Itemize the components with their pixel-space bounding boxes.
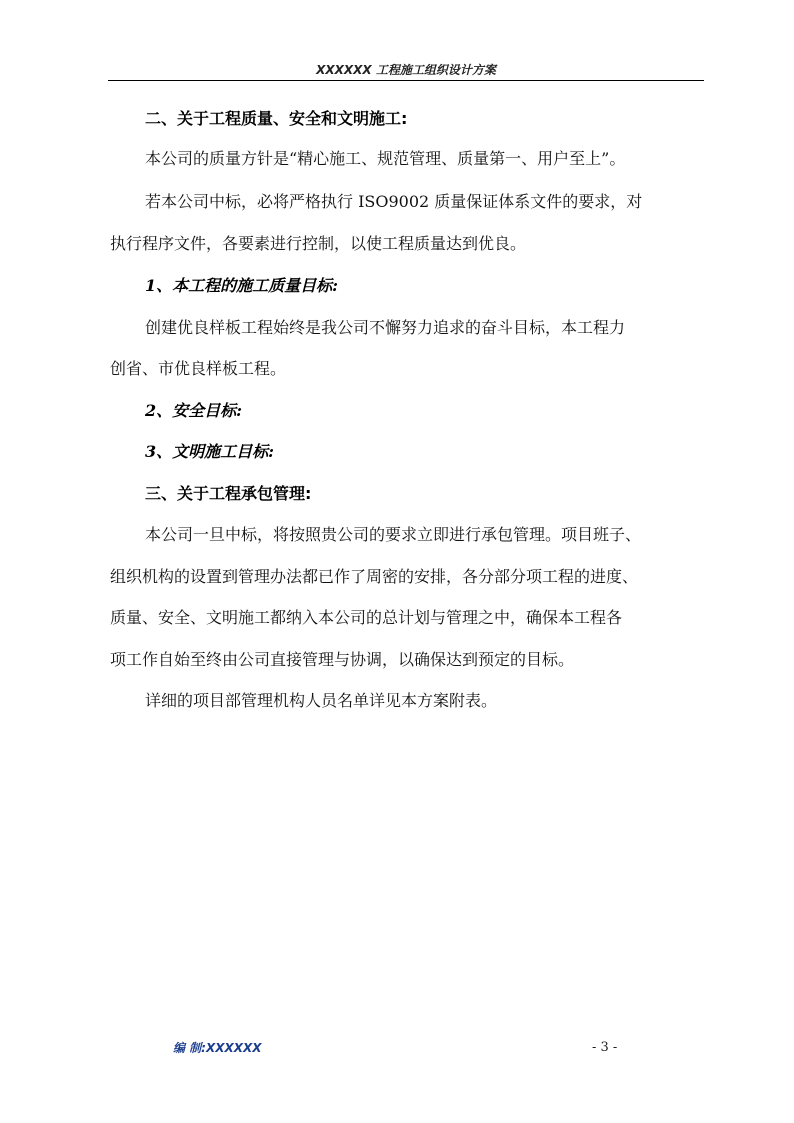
iso-paragraph-line-2: 执行程序文件，各要素进行控制，以使工程质量达到优良。 xyxy=(110,234,527,253)
section-3-heading: 三、关于工程承包管理: xyxy=(145,484,312,503)
document-header-title: XXXXXX 工程施工组织设计方案 xyxy=(316,63,496,77)
page-number: - 3 - xyxy=(592,1040,618,1055)
quality-target-heading: 1、本工程的施工质量目标: xyxy=(145,276,339,295)
section-2-heading: 二、关于工程质量、安全和文明施工: xyxy=(145,109,408,128)
quality-policy-paragraph: 本公司的质量方针是“精心施工、规范管理、质量第一、用户至上”。 xyxy=(145,149,626,168)
contract-management-paragraph-line-1: 本公司一旦中标，将按照贵公司的要求立即进行承包管理。项目班子、 xyxy=(145,525,642,544)
contract-management-paragraph-line-4: 项工作自始至终由公司直接管理与协调，以确保达到预定的目标。 xyxy=(110,650,575,669)
contract-management-paragraph-line-3: 质量、安全、文明施工都纳入本公司的总计划与管理之中，确保本工程各 xyxy=(110,608,623,627)
iso-paragraph-line-1: 若本公司中标，必将严格执行 ISO9002 质量保证体系文件的要求，对 xyxy=(145,192,643,211)
quality-target-paragraph-line-2: 创省、市优良样板工程。 xyxy=(110,359,287,378)
quality-target-paragraph-line-1: 创建优良样板工程始终是我公司不懈努力追求的奋斗目标，本工程力 xyxy=(145,318,626,337)
safety-target-heading: 2、安全目标: xyxy=(145,401,243,420)
contract-management-paragraph-line-2: 组织机构的设置到管理办法都已作了周密的安排，各分部分项工程的进度、 xyxy=(110,567,639,586)
civilized-construction-target-heading: 3、文明施工目标: xyxy=(145,442,275,461)
appendix-reference-paragraph: 详细的项目部管理机构人员名单详见本方案附表。 xyxy=(145,691,498,710)
footer-author: 编 制:XXXXXX xyxy=(173,1041,262,1055)
header-divider xyxy=(108,80,704,81)
